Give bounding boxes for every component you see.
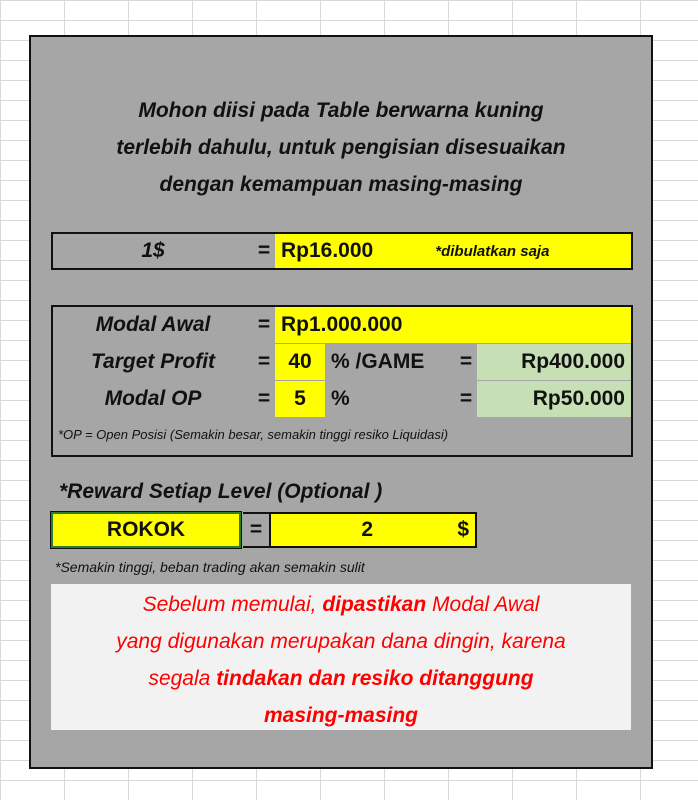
reward-currency: $ — [457, 518, 469, 541]
rate-note: *dibulatkan saja — [435, 242, 550, 260]
modal-op-equals-2: = — [459, 387, 473, 410]
modal-op-label: Modal OP — [104, 387, 202, 410]
warning-text-7: masing-masing — [263, 704, 419, 727]
modal-op-unit: % — [331, 387, 350, 410]
warning-line-2: yang digunakan merupakan dana dingin, karena — [116, 630, 566, 653]
reward-heading: *Reward Setiap Level (Optional ) — [59, 480, 383, 503]
warning-text-5: segala — [148, 667, 211, 690]
intro-text — [31, 92, 651, 203]
reward-item-input[interactable]: ROKOK — [51, 512, 241, 548]
modal-op-input[interactable]: 5 — [275, 381, 325, 417]
modal-awal-label: Modal Awal — [95, 313, 211, 336]
warning-line-4 — [51, 697, 631, 734]
modal-op-result: Rp50.000 — [477, 381, 631, 417]
intro-line-2: terlebih dahulu, untuk pengisian disesuaikan — [116, 136, 566, 159]
modal-awal-input[interactable]: Rp1.000.000 — [275, 307, 631, 343]
target-profit-equals-2: = — [459, 350, 473, 373]
target-profit-label: Target Profit — [90, 350, 216, 373]
warning-line-1 — [51, 586, 631, 623]
rate-label: 1$ — [141, 239, 165, 262]
target-profit-equals: = — [257, 350, 271, 373]
info-panel — [29, 35, 653, 769]
intro-line-3: dengan kemampuan masing-masing — [159, 173, 523, 196]
modal-awal-equals: = — [257, 313, 271, 336]
warning-line-3 — [51, 660, 631, 697]
capital-box — [51, 305, 633, 457]
warning-text-2: dipastikan — [322, 593, 427, 616]
warning-text-3: Modal Awal — [432, 593, 540, 616]
rate-equals: = — [257, 239, 271, 262]
rate-box — [51, 232, 633, 270]
rate-value-input[interactable] — [275, 234, 631, 268]
rate-value: Rp16.000 — [281, 239, 374, 262]
target-profit-unit: % /GAME — [331, 350, 425, 373]
reward-note: *Semakin tinggi, beban trading akan semakin sulit — [55, 559, 365, 575]
reward-equals: = — [243, 512, 271, 548]
reward-value-input[interactable] — [271, 512, 477, 548]
warning-text-1: Sebelum memulai, — [142, 593, 317, 616]
target-profit-input[interactable]: 40 — [275, 344, 325, 380]
target-profit-result: Rp400.000 — [477, 344, 631, 380]
modal-op-equals: = — [257, 387, 271, 410]
reward-value: 2 — [361, 518, 373, 541]
intro-line-1: Mohon diisi pada Table berwarna kuning — [138, 99, 544, 122]
warning-text-6: tindakan dan resiko ditanggung — [216, 667, 534, 690]
op-footnote: *OP = Open Posisi (Semakin besar, semakin tinggi resiko Liquidasi) — [58, 427, 449, 442]
warning-box — [51, 584, 631, 730]
